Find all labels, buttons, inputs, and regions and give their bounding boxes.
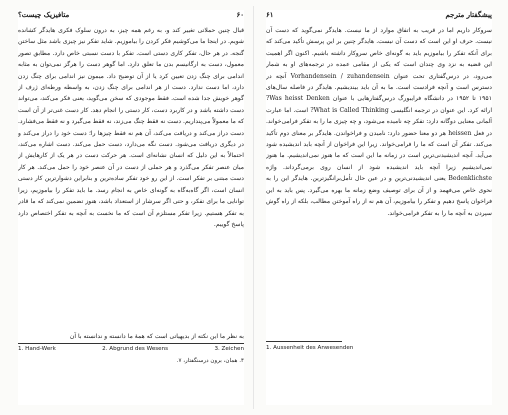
right-footnote-rule bbox=[266, 341, 342, 342]
left-footnote-3: 3. Zeichen bbox=[214, 346, 244, 352]
right-page-paragraph: سروکار داریم اما در قریب به اتفاق موارد از ما نیست. هایدگر نمی‌گوید که دست آن نیست. حرف او این است که دست آن نیست. هایدگر چنین بر این پرسش تأکید می‌کند که برای آنکه تفکر را بیاموزیم باید به گونه‌ای خاص سروکار داشته باشیم. اکنون اگر اهمیت این قضیه به نزد وی چندان است که یکی از مقامی عمده در ترجمه‌های او به شمار می‌رود، در درس‌گفتاری تحت عنوان Vorhandensein / zuhandensein آنچه در دسترس است و آنچه فرادست است. ما به آن باید بیندیشیم. هایدگر در فاصله سال‌های ۱۹۵۱ تا ۱۹۵۲ در دانشگاه فرایبورگ درس‌گفتارهایی با عنوان Was heisst Denken? ارائه کرد. این عنوان در ترجمه انگلیسی What is Called Thinking? است. اما عبارت آلمانی معنایی دوگانه دارد: تفکر چه نامیده می‌شود، و چه چیزی ما را به تفکر فرامی‌خواند. در فعل heissen هر دو معنا حضور دارد: نامیدن و فراخواندن. هایدگر بر معنای دوم تأکید می‌کند. تفکر آن است که ما را فرامی‌خواند. زیرا این فراخوان از آنچه باید اندیشیده شود می‌آید. آنچه اندیشیدنی‌ترین است در زمانه ما این است که ما هنوز نمی‌اندیشیم. ما هنوز نمی‌اندیشیم زیرا آنچه باید اندیشیده شود از انسان روی برمی‌گرداند. واژه Bedenklichste یعنی اندیشیدنی‌ترین و در عین حال تأمل‌برانگیزترین. هایدگر این را به نحوی خاص می‌فهمد و از آن برای توصیف وضع زمانه ما بهره می‌گیرد. پس باید به این فراخوان پاسخ دهیم و تفکر را بیاموزیم، آن هم نه از راه آموختن مطالب، بلکه از راه گوش سپردن به آنچه ما را به تفکر فرامی‌خواند. bbox=[266, 27, 492, 217]
left-page-last-line-container bbox=[18, 331, 244, 342]
right-page-number: ۶۱ bbox=[266, 10, 274, 19]
left-footnote-4: ۴. همان، برون درسنگفتار، ۷. bbox=[176, 358, 244, 364]
left-page-last-line: به نظر ما این نکته از بدیهیاتی است که همهٔ ما دانسته و ندانسته با آن bbox=[69, 333, 244, 340]
right-page-header bbox=[266, 10, 492, 20]
right-footnote-1: 1. Aussenheit des Anwesenden bbox=[266, 345, 354, 351]
left-footnote-rule bbox=[18, 343, 244, 344]
right-page-running-title: پیشگفتار مترجم bbox=[445, 10, 492, 19]
right-page bbox=[266, 10, 492, 405]
left-page bbox=[18, 10, 244, 405]
gutter-divider bbox=[253, 6, 254, 409]
left-page-header bbox=[18, 10, 244, 20]
left-footnotes bbox=[18, 346, 244, 352]
left-page-paragraph: قبال چنین حملاتی تغییر کند و، به رغم همه چیز، به درون سلوک فکری هایدگر کشانده شویم. در اینجا ما می‌کوشیم فکر کردن را بیاموزیم. شاید تفکر نیز چیزی باشد مثل ساختن گنجه. در هر حال، تفکر کاری دستی است. تفکر با دست نسبتی خاص دارد. مطابق تصور معمول، دست به ارگانیسم بدن ما تعلق دارد. اما گوهر دست را هرگز نمی‌توان به مثابه اندامی برای چنگ زدن تعیین کرد یا از آن توضیح داد. میمون نیز اندامی برای چنگ زدن دارد، اما دست ندارد. دست از هر اندامی برای چنگ زدن، به واسطه ورطه‌ای ژرف از گوهر خویش جدا شده است. فقط موجودی که سخن می‌گوید، یعنی فکر می‌کند، می‌تواند دست داشته باشد و در کاربرد دست، کار دستی را انجام دهد. کار دست غنی‌تر از آن است که ما معمولاً می‌پنداریم. دست نه فقط چنگ می‌زند، نه فقط می‌گیرد و نه فقط می‌فشارد. دست دراز می‌کند و دریافت می‌کند، آن هم نه فقط چیزها را؛ دست خود را دراز می‌کند و در دیگری دریافت می‌شود. دست نگه می‌دارد، دست حمل می‌کند. دست اشاره می‌کند، احتمالاً به این دلیل که انسان نشانه‌ای است. هر حرکت دست در هر یک از کارهایش از میان عنصر تفکر می‌گذرد و هر حملی از دست در آن عنصر خود را حمل می‌کند. هر کار دست مبتنی بر تفکر است. از این رو خود تفکر ساده‌ترین و بنابراین دشوارترین کار دستی انسان است، اگر گاه‌به‌گاه به گونه‌ای خاص به انجام رسد. ما باید تفکر را بیاموزیم، زیرا توانایی ما برای تفکر، و حتی اگر سرشار از استعداد باشد، هنوز تضمین نمی‌کند که ما قادر به تفکر هستیم. زیرا تفکر مستلزم آن است که ما نخست به آنچه به تفکر اختصاص دارد پاسخ گوییم. bbox=[18, 27, 244, 228]
left-footnote-2: 2. Abgrund des Wesens bbox=[102, 346, 169, 352]
right-page-body bbox=[266, 25, 492, 341]
left-page-number: ۶۰ bbox=[236, 10, 244, 19]
left-footnote-1: 1. Hand-Werk bbox=[18, 346, 56, 352]
left-page-body bbox=[18, 25, 244, 329]
left-page-running-title: متافیزیک چیست؟ bbox=[18, 10, 70, 19]
